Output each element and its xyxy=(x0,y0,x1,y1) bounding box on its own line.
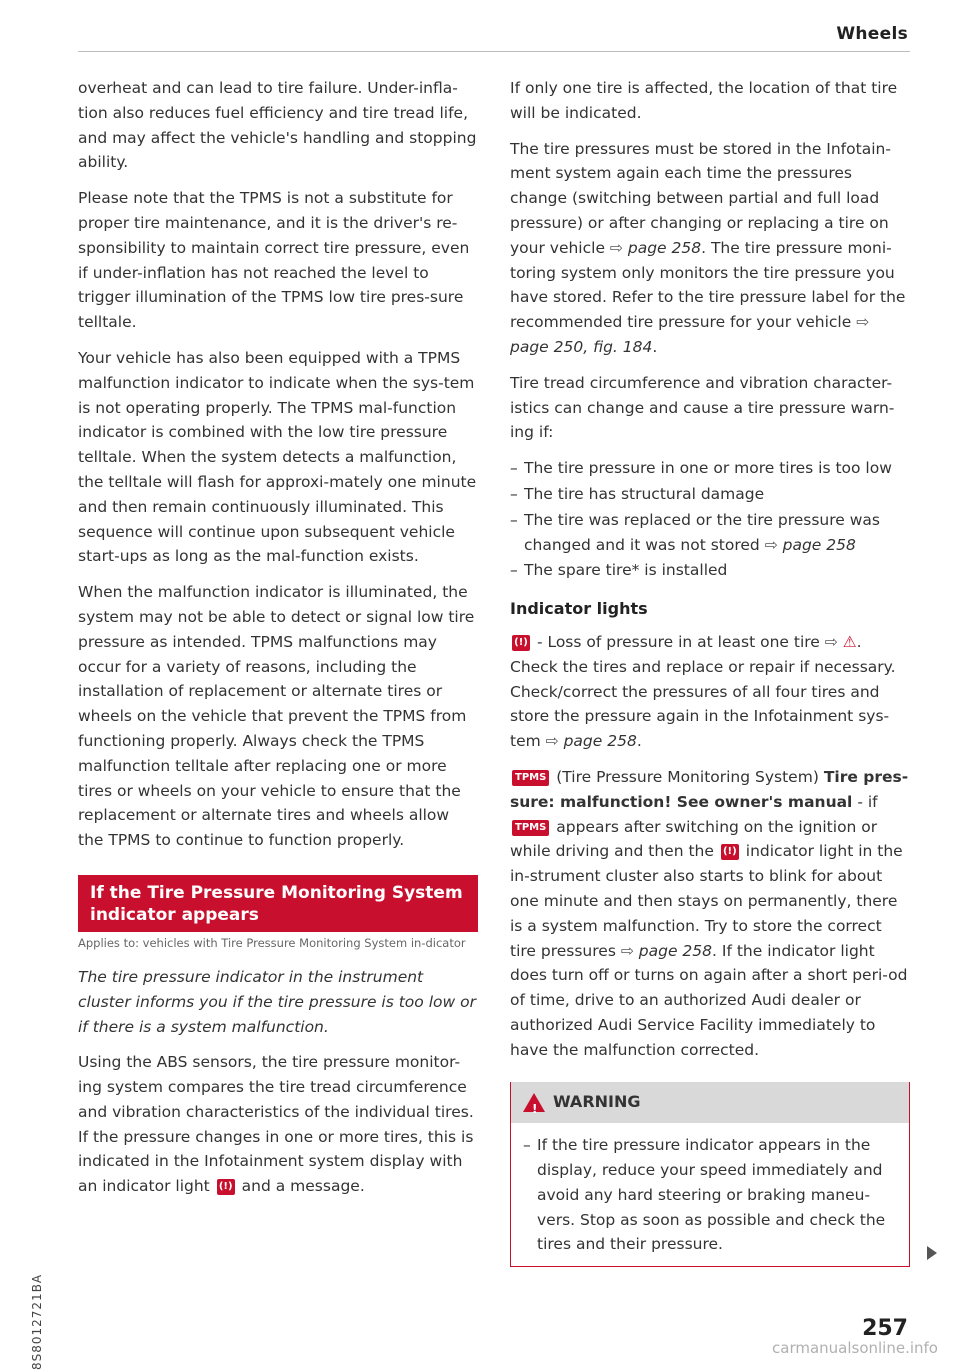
page-reference-link[interactable]: page 258 xyxy=(782,535,856,554)
warning-list xyxy=(523,1133,895,1257)
tire-pressure-indicator-icon: (!) xyxy=(721,844,739,860)
paragraph: Please note that the TPMS is not a substitute for proper tire maintenance, and it is the driver's re-sponsibility to maintain correct tire pressure, even if under-inflation has not reached the level to trigger illumination of the TPMS low tire pres-sure telltale. xyxy=(78,189,470,332)
page-reference-link[interactable]: page 258 xyxy=(627,238,702,257)
list-item: – The tire has structural damage xyxy=(510,482,910,507)
warning-title: WARNING xyxy=(553,1092,641,1112)
paragraph: TPMS (Tire Pressure Monitoring System) Tire pres-sure: malfunction! See owner's manual - if TPMS appears after switching on the ignition or while driving and then the (!) indicator light in the in-strument cluster also starts to blink for about one minute and then stays on permanently, there is a system malfunction. Try to store the correct tire pressures ⇨ page 258. If the indicator light does turn off or turns on again after a short peri-od of time, drive to an authorized Audi dealer or authorized Audi Service Facility immediately to have the malfunction corrected. xyxy=(510,767,909,1059)
page-ref-arrow-icon: ⇨ xyxy=(545,732,559,751)
warning-box xyxy=(510,1082,910,1267)
tire-pressure-indicator-icon: (!) xyxy=(217,1179,235,1195)
right-column xyxy=(510,76,910,1267)
list-item: – The spare tire* is installed xyxy=(510,558,910,583)
document-code: 8S8012721BA xyxy=(30,1273,44,1370)
section-title: Wheels xyxy=(836,24,908,44)
site-watermark: carmanualsonline.info xyxy=(772,1339,938,1357)
page-ref-arrow-icon: ⇨ xyxy=(764,535,778,554)
page-ref-arrow-icon: ⇨ xyxy=(856,313,870,332)
page-ref-arrow-icon: ⇨ xyxy=(609,238,623,257)
left-column xyxy=(78,76,478,1210)
paragraph: Your vehicle has also been equipped with a TPMS malfunction indicator to indicate when the sys-tem is not operating properly. The TPMS mal-function indicator is combined with the low tire pressure telltale. When the system detects a malfunction, the telltale will flash for approxi-mately one minute and then remain continuously illuminated. This sequence will continue upon subsequent vehicle start-ups as long as the mal-function exists. xyxy=(78,348,477,566)
list-item: – If the tire pressure indicator appears in the display, reduce your speed immediately and avoid any hard steering or braking maneu-vers. Stop as soon as possible and check the tires and their pressure. xyxy=(523,1133,895,1257)
tpms-indicator-icon: TPMS xyxy=(512,770,549,786)
warning-header xyxy=(511,1082,909,1123)
paragraph: Using the ABS sensors, the tire pressure monitor-ing system compares the tire tread circumference and vibration characteristics of the individual tires. If the pressure changes in one or more tires, this is indicated in the Infotainment system display with an indicator light (!) and a message. xyxy=(78,1053,474,1196)
list-item: – The tire was replaced or the tire pressure was changed and it was not stored ⇨ page 258 xyxy=(510,508,910,558)
intro-text: The tire pressure indicator in the instrument cluster informs you if the tire pressure is too low or if there is a system malfunction. xyxy=(78,967,476,1036)
list-item: – The tire pressure in one or more tires is too low xyxy=(510,456,910,481)
page-reference-link[interactable]: page 258 xyxy=(563,732,637,751)
paragraph: overheat and can lead to tire failure. Under-infla-tion also reduces fuel efficiency and tire tread life, and may affect the vehicle's handling and stopping ability. xyxy=(78,79,477,172)
section-heading: If the Tire Pressure Monitoring System indicator appears xyxy=(78,875,478,932)
warning-body xyxy=(511,1123,909,1266)
page-ref-arrow-icon: ⇨ xyxy=(824,632,838,651)
paragraph: Tire tread circumference and vibration character-istics can change and cause a tire pressure warn-ing if: xyxy=(510,373,895,442)
warning-triangle-icon: ! xyxy=(523,1093,545,1112)
paragraph: The tire pressures must be stored in the Infotain-ment system again each time the pressures change (switching between partial and full load pressure) or after changing or replacing a tire on your vehicle ⇨ page 258. The tire pressure moni-toring system only monitors the tire pressure you have stored. Refer to the tire pressure label for the recommended tire pressure for your vehicle ⇨ page 250, fig. 184. xyxy=(510,139,906,356)
header-rule xyxy=(78,51,910,52)
applies-to-note: Applies to: vehicles with Tire Pressure Monitoring System in-dicator xyxy=(78,935,466,950)
page-reference-link[interactable]: page 250, fig. 184 xyxy=(510,337,653,356)
paragraph: When the malfunction indicator is illuminated, the system may not be able to detect or signal low tire pressure as intended. TPMS malfunctions may occur for a variety of reasons, including the installation of replacement or alternate tires or wheels on the vehicle that prevent the TPMS from functioning properly. Always check the TPMS malfunction telltale after replacing one or more tires or wheels on your vehicle to ensure that the replacement or alternate tires and wheels allow the TPMS to continue to function properly. xyxy=(78,583,475,850)
paragraph: (!) - Loss of pressure in at least one tire ⇨ ⚠. Check the tires and replace or repair if necessary. Check/correct the pressures of all four tires and store the pressure again in the Infotainment sys-tem ⇨ page 258. xyxy=(510,632,896,751)
page-reference-link[interactable]: page 258 xyxy=(638,941,713,960)
condition-list xyxy=(510,456,910,583)
tpms-indicator-icon: TPMS xyxy=(512,820,549,836)
warning-small-icon: ⚠ xyxy=(842,632,857,651)
tire-pressure-indicator-icon: (!) xyxy=(512,635,530,651)
page-number: 257 xyxy=(862,1316,908,1341)
page-ref-arrow-icon: ⇨ xyxy=(620,941,634,960)
paragraph: If only one tire is affected, the location of that tire will be indicated. xyxy=(510,79,898,122)
continue-arrow-icon xyxy=(927,1246,937,1260)
indicator-lights-heading: Indicator lights xyxy=(510,599,648,619)
